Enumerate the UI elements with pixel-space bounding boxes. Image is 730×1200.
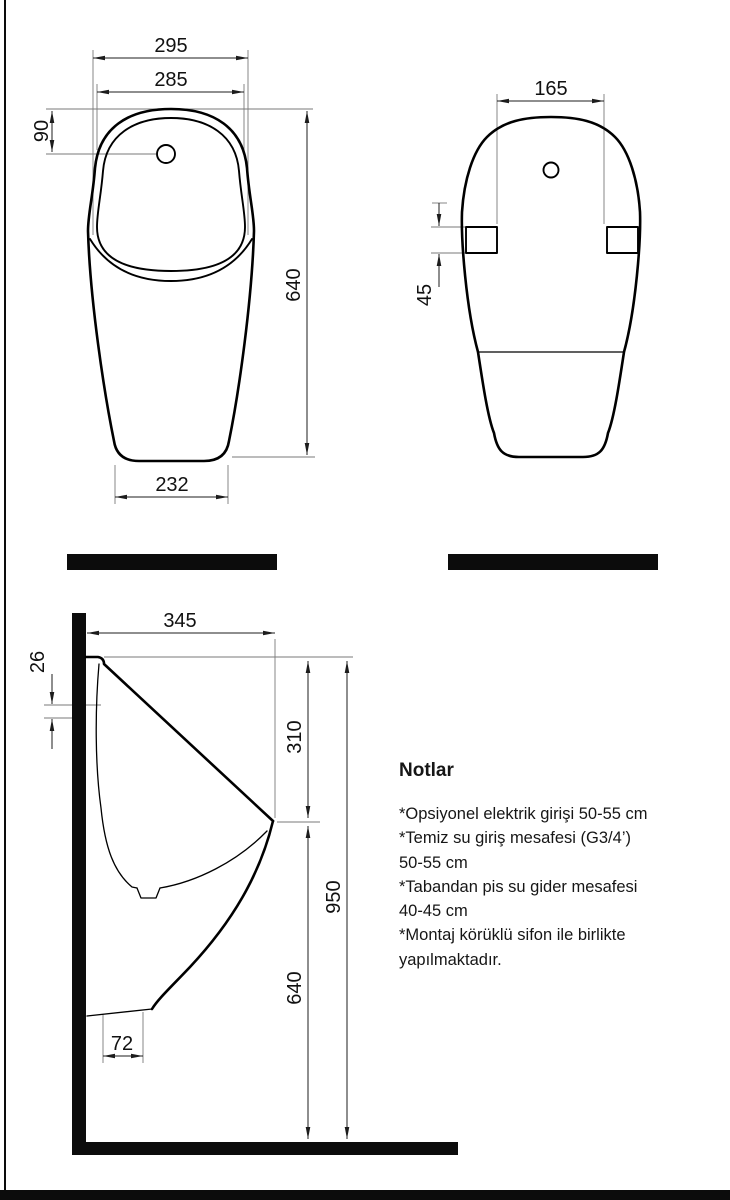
front-inlet-hole <box>157 145 175 163</box>
wall-section <box>72 613 86 1155</box>
note-line: *Montaj körüklü sifon ile birlikte <box>399 926 626 945</box>
dim-rim-to-spout: 310 <box>284 720 306 754</box>
dim-depth: 345 <box>163 610 197 632</box>
note-line: *Temiz su giriş mesafesi (G3/4’) <box>399 829 631 848</box>
side-rim-edge <box>86 657 273 821</box>
notes-block <box>399 760 709 972</box>
dim-fixing-slot-height: 45 <box>414 283 436 307</box>
note-line: 50-55 cm <box>399 853 468 872</box>
dim-rim-back-offset: 26 <box>27 650 49 674</box>
bottom-border <box>0 1190 730 1200</box>
mounting-bar-right <box>448 554 658 570</box>
dim-base-width: 232 <box>155 474 189 496</box>
note-line: *Tabandan pis su gider mesafesi <box>399 877 638 896</box>
dim-rim-width: 285 <box>154 69 188 91</box>
dim-fixing-span: 165 <box>534 78 568 100</box>
rear-fixing-slot-left <box>466 227 497 253</box>
side-lower-body <box>152 821 273 1009</box>
side-drain-outlet <box>137 888 160 898</box>
dim-rim-height-from-floor: 950 <box>323 880 345 914</box>
dim-front-height: 640 <box>283 268 305 302</box>
rear-body-outline <box>462 117 640 457</box>
dim-base-depth: 72 <box>110 1033 134 1055</box>
floor-section <box>72 1142 458 1155</box>
note-line: *Opsiyonel elektrik girişi 50-55 cm <box>399 805 648 823</box>
note-line: 40-45 cm <box>399 902 468 921</box>
front-bowl-rim <box>97 118 245 271</box>
left-border <box>4 0 6 1200</box>
front-view <box>31 35 315 504</box>
rear-view <box>414 78 640 457</box>
rear-fixing-slot-right <box>607 227 638 253</box>
mounting-bar-left <box>67 554 277 570</box>
side-view <box>27 610 458 1155</box>
dim-spout-to-floor: 640 <box>284 971 306 1005</box>
note-line: yapılmaktadır. <box>399 950 502 969</box>
rear-inlet-hole <box>544 163 559 178</box>
side-base-line <box>87 1009 152 1016</box>
notes-title: Notlar <box>399 760 454 781</box>
dim-overall-width: 295 <box>154 35 188 57</box>
side-bowl-back <box>96 664 137 888</box>
dim-hole-drop: 90 <box>31 119 53 143</box>
